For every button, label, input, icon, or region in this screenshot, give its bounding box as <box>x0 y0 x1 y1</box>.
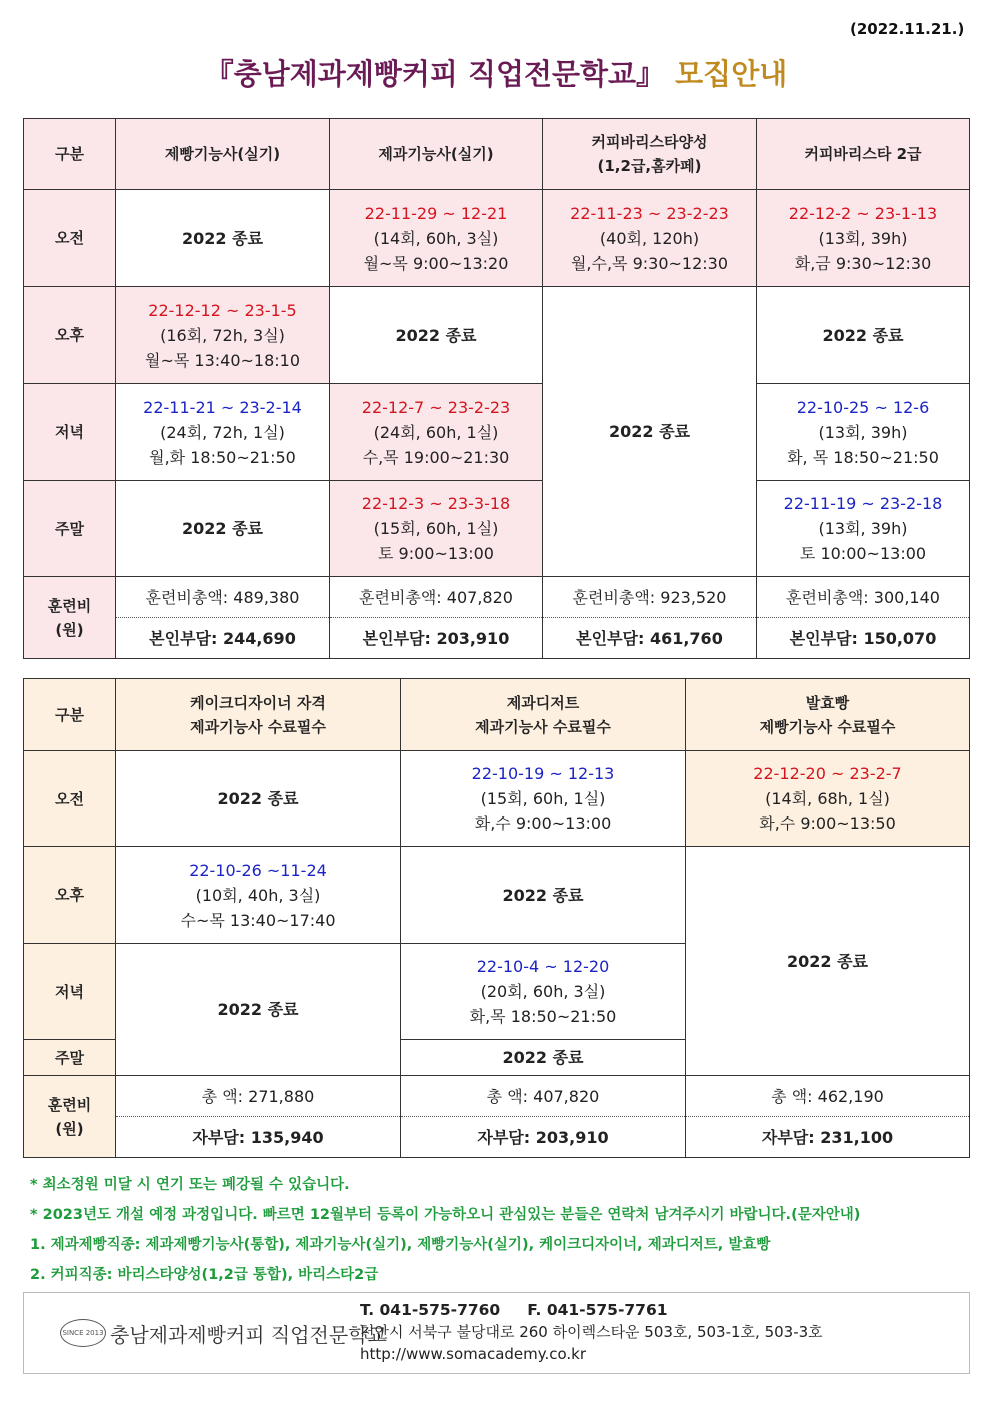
cell-t1-weekend-1: 2022 종료 <box>116 481 330 577</box>
schedule-table-2 <box>23 678 970 1158</box>
fee-total-1: 훈련비총액: 489,380 <box>116 577 330 618</box>
cell-t1-morning-4: 22-12-2 ~ 23-1-13 (13회, 39h) 화,금 9:30~12:30 <box>757 190 970 287</box>
cell-t1-evening-2: 22-12-7 ~ 23-2-23 (24회, 60h, 1실) 수,목 19:00~21:30 <box>330 384 543 481</box>
fee-self-2: 본인부담: 203,910 <box>330 618 543 659</box>
fee-self-3: 본인부담: 461,760 <box>543 618 757 659</box>
cell-t1-weekend-2: 22-12-3 ~ 23-3-18 (15회, 60h, 1실) 토 9:00~13:00 <box>330 481 543 577</box>
title-suffix: 모집안내 <box>675 57 788 91</box>
address: 천안시 서북구 불당대로 260 하이렉스타운 503호, 503-1호, 503-3호 <box>360 1323 823 1341</box>
row-label-morning: 오전 <box>24 190 116 287</box>
cell-t2-afternoon-1: 22-10-26 ~11-24 (10회, 40h, 3실) 수~목 13:40~17:40 <box>116 847 401 944</box>
cell-t1-afternoon-1: 22-12-12 ~ 23-1-5 (16회, 72h, 3실) 월~목 13:40~18:10 <box>116 287 330 384</box>
note-bakery-courses: 1. 제과제빵직종: 제과제빵기능사(통합), 제과기능사(실기), 제빵기능사(실기), 케이크디자이너, 제과디저트, 발효빵 <box>30 1237 771 1253</box>
fee2-total-3: 총 액: 462,190 <box>686 1076 970 1117</box>
document-date: (2022.11.21.) <box>850 20 965 38</box>
fee-self-1: 본인부담: 244,690 <box>116 618 330 659</box>
footer <box>23 1292 970 1374</box>
header-col-fermented-bread: 발효빵 제빵기능사 수료필수 <box>686 679 970 751</box>
cell-t1-afternoon-4: 2022 종료 <box>757 287 970 384</box>
row-label-fee: 훈련비 (원) <box>24 577 116 659</box>
fee-total-3: 훈련비총액: 923,520 <box>543 577 757 618</box>
row-label-evening: 저녁 <box>24 384 116 481</box>
title-main: 『충남제과제빵커피 직업전문학교』 <box>204 57 666 91</box>
header-col-confectionery: 제과기능사(실기) <box>330 119 543 190</box>
phone-number: T. 041-575-7760 <box>360 1301 501 1319</box>
cell-t2-morning-1: 2022 종료 <box>116 751 401 847</box>
fee2-self-2: 자부담: 203,910 <box>401 1117 686 1158</box>
note-coffee-courses: 2. 커피직종: 바리스타양성(1,2급 통합), 바리스타2급 <box>30 1267 379 1283</box>
header-label: 구분 <box>24 119 116 190</box>
cell-t2-weekend-2: 2022 종료 <box>401 1040 686 1076</box>
note-2023-courses: * 2023년도 개설 예정 과정입니다. 빠르면 12월부터 등록이 가능하오니 관심있는 분들은 연락처 남겨주시기 바랍니다.(문자안내) <box>30 1207 861 1223</box>
header-label-2: 구분 <box>24 679 116 751</box>
header-col-cake-designer: 케이크디자이너 자격 제과기능사 수료필수 <box>116 679 401 751</box>
cell-t1-morning-3: 22-11-23 ~ 23-2-23 (40회, 120h) 월,수,목 9:30~12:30 <box>543 190 757 287</box>
header-col-barista-training: 커피바리스타양성 (1,2급,홈카페) <box>543 119 757 190</box>
cell-t1-weekend-4: 22-11-19 ~ 23-2-18 (13회, 39h) 토 10:00~13:00 <box>757 481 970 577</box>
page-title <box>0 52 992 93</box>
fee2-self-1: 자부담: 135,940 <box>116 1117 401 1158</box>
row-label-weekend: 주말 <box>24 481 116 577</box>
cell-t1-morning-2: 22-11-29 ~ 12-21 (14회, 60h, 3실) 월~목 9:00~13:20 <box>330 190 543 287</box>
cell-t1-barista-closed: 2022 종료 <box>543 287 757 577</box>
note-min-enrollment: * 최소정원 미달 시 연기 또는 폐강될 수 있습니다. <box>30 1177 350 1193</box>
row-label-afternoon: 오후 <box>24 287 116 384</box>
row-label-fee-2: 훈련비 (원) <box>24 1076 116 1158</box>
cell-t2-evening-2: 22-10-4 ~ 12-20 (20회, 60h, 3실) 화,목 18:50~21:50 <box>401 944 686 1040</box>
cell-t2-fermented-closed: 2022 종료 <box>686 847 970 1076</box>
cell-t1-morning-1: 2022 종료 <box>116 190 330 287</box>
fee-total-4: 훈련비총액: 300,140 <box>757 577 970 618</box>
fee2-self-3: 자부담: 231,100 <box>686 1117 970 1158</box>
cell-t2-morning-2: 22-10-19 ~ 12-13 (15회, 60h, 1실) 화,수 9:00~13:00 <box>401 751 686 847</box>
row-label-afternoon-2: 오후 <box>24 847 116 944</box>
header-col-barista-2: 커피바리스타 2급 <box>757 119 970 190</box>
fee-total-2: 훈련비총액: 407,820 <box>330 577 543 618</box>
cell-t2-afternoon-2: 2022 종료 <box>401 847 686 944</box>
fee2-total-2: 총 액: 407,820 <box>401 1076 686 1117</box>
school-logo <box>60 1313 387 1353</box>
cell-t2-cake-evening-weekend: 2022 종료 <box>116 944 401 1076</box>
schedule-table-1 <box>23 118 970 659</box>
notes <box>30 1170 860 1290</box>
website-link[interactable]: http://www.somacademy.co.kr <box>360 1345 587 1363</box>
logo-ring-icon: SINCE 2013 <box>60 1319 106 1347</box>
fee-self-4: 본인부담: 150,070 <box>757 618 970 659</box>
row-label-weekend-2: 주말 <box>24 1040 116 1076</box>
header-col-bread: 제빵기능사(실기) <box>116 119 330 190</box>
fee2-total-1: 총 액: 271,880 <box>116 1076 401 1117</box>
contact-info <box>360 1299 823 1365</box>
cell-t1-evening-1: 22-11-21 ~ 23-2-14 (24회, 72h, 1실) 월,화 18:50~21:50 <box>116 384 330 481</box>
logo-name: 충남제과제빵커피 직업전문학교 <box>110 1322 387 1347</box>
row-label-evening-2: 저녁 <box>24 944 116 1040</box>
fax-number: F. 041-575-7761 <box>527 1301 668 1319</box>
cell-t1-afternoon-2: 2022 종료 <box>330 287 543 384</box>
row-label-morning-2: 오전 <box>24 751 116 847</box>
cell-t1-evening-4: 22-10-25 ~ 12-6 (13회, 39h) 화, 목 18:50~21:50 <box>757 384 970 481</box>
cell-t2-morning-3: 22-12-20 ~ 23-2-7 (14회, 68h, 1실) 화,수 9:00~13:50 <box>686 751 970 847</box>
header-col-dessert: 제과디저트 제과기능사 수료필수 <box>401 679 686 751</box>
